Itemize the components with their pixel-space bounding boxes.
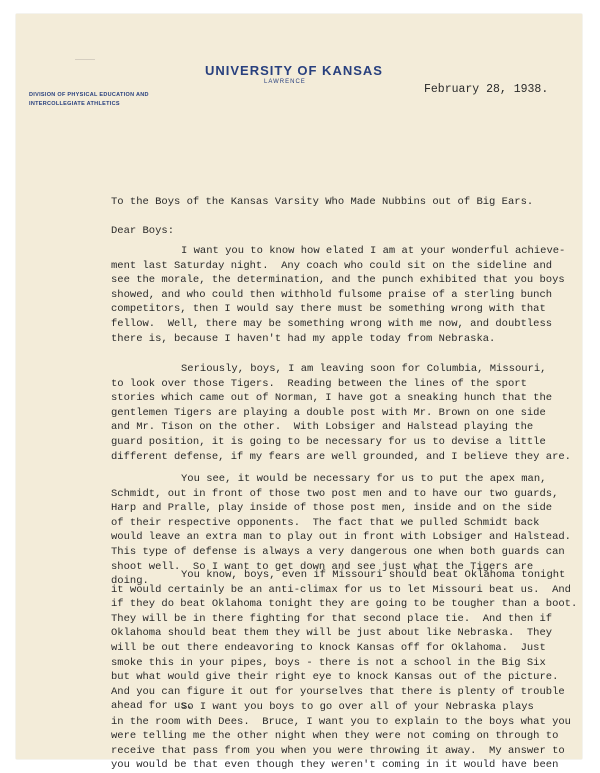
paragraph-line: I want you to know how elated I am at your wonderful achieve-	[181, 245, 566, 257]
paragraph-line: in the room with Dees. Bruce, I want you to explain to the boys what you	[111, 715, 571, 728]
letterhead-city: LAWRENCE	[264, 79, 306, 85]
paragraph-line: So I want you boys to go over all of your Nebraska plays	[181, 701, 534, 713]
paragraph-line: ahead for us.	[111, 700, 193, 713]
paragraph-line: This type of defense is always a very dangerous one when both guards can	[111, 546, 565, 558]
letter-date: February 28, 1938.	[424, 83, 549, 96]
paragraph-line: to look over those Tigers. Reading between the lines of the sport	[111, 377, 527, 390]
paragraph-line: And you can figure it out for yourselves that there is plenty of trouble	[111, 685, 565, 698]
paragraph-line: Seriously, boys, I am leaving soon for Columbia, Missouri,	[181, 363, 547, 375]
paragraph-line: and Mr. Tison on the other. With Lobsiger and Halstead playing the	[111, 421, 534, 434]
paragraph-line: if they do beat Oklahoma tonight they are going to be tougher than a boot.	[111, 598, 578, 611]
paragraph-line: different defense, if my fears are well grounded, and I believe they are.	[111, 450, 571, 463]
paragraph-line: gentlemen Tigers are playing a double post with Mr. Brown on one side	[111, 406, 546, 419]
paragraph-line: stories which came out of Norman, I have got a sneaking hunch that the	[111, 392, 553, 405]
paragraph-line: You know, boys, even if Missouri should beat Oklahoma tonight	[181, 569, 566, 581]
paragraph-line: were telling me the other night when they were not coming on through to	[111, 730, 559, 743]
paragraph-line: see the morale, the determination, and the punch exhibited that you boys	[111, 274, 565, 287]
letterhead-division-line2: INTERCOLLEGIATE ATHLETICS	[29, 101, 120, 107]
paragraph-line: You see, it would be necessary for us to put the apex man,	[181, 473, 547, 485]
letterhead-division-line1: DIVISION OF PHYSICAL EDUCATION AND	[29, 92, 149, 98]
paragraph-line: receive that pass from you when you were throwing it away. My answer to	[111, 744, 565, 757]
paragraph-line: doing.	[111, 575, 149, 588]
paragraph-line: would leave an extra man to play out in front with Lobsiger and Halstead.	[111, 531, 571, 544]
letterhead-university: UNIVERSITY OF KANSAS	[205, 63, 383, 78]
paragraph-line: you would be that even though they weren't coming in it would have been	[111, 759, 559, 772]
paragraph-line: Harp and Pralle, play inside of those post men, inside and on the side	[111, 502, 553, 515]
paragraph-line: ment last Saturday night. Any coach who could sit on the sideline and	[111, 259, 553, 272]
paragraph-line: showed, and who could then withhold fulsome praise of a sterling bunch	[111, 288, 553, 301]
paragraph-line: They will be in there fighting for that second place tie. And then if	[111, 612, 553, 625]
paragraph-line: of their respective opponents. The fact that we pulled Schmidt back	[111, 516, 540, 529]
paragraph-line: there is, because I haven't had my apple today from Nebraska.	[111, 332, 496, 345]
paragraph-line: shoot well. So I want to get down and see just what the Tigers are	[111, 560, 534, 573]
paragraph-line: fellow. Well, there may be something wrong with me now, and doubtless	[111, 318, 553, 330]
paragraph-line: smoke this in your pipes, boys - there is not a school in the Big Six	[111, 656, 546, 669]
faint-pencil-mark	[75, 59, 95, 66]
paragraph-line: Schmidt, out in front of those two post men and to have our two guards,	[111, 487, 559, 500]
salutation: Dear Boys:	[111, 225, 175, 237]
paragraph-line: guard position, it is going to be necessary for us to devise a little	[111, 436, 546, 448]
addressee-line: To the Boys of the Kansas Varsity Who Made Nubbins out of Big Ears.	[111, 196, 534, 208]
paragraph-line: Oklahoma should beat them they will be just about like Nebraska. They	[111, 627, 553, 640]
paragraph-line: it would certainly be an anti-climax for us to let Missouri beat us. And	[111, 583, 571, 596]
paragraph-line: but what would give their right eye to knock Kansas out of the picture.	[111, 671, 559, 684]
paragraph-line: competitors, then I would say there must be something wrong with that	[111, 303, 546, 316]
paragraph-line: will be out there endeavoring to knock Kansas off for Oklahoma. Just	[111, 642, 546, 654]
